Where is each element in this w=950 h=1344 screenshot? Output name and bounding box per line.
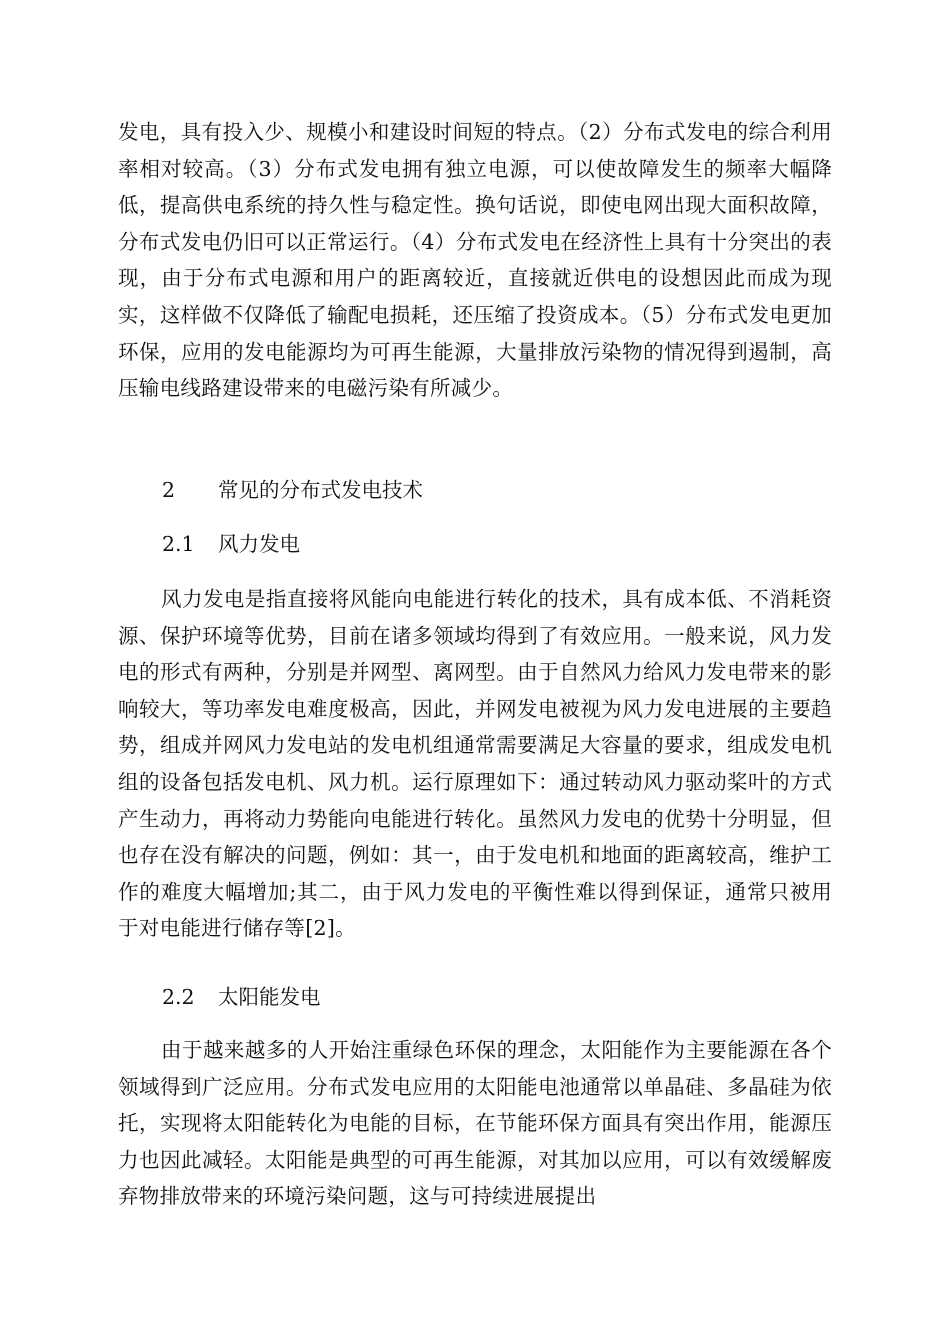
paragraph-wind-power: 风力发电是指直接将风能向电能进行转化的技术，具有成本低、不消耗资源、保护环境等优势，目前在诸多领域均得到了有效应用。一般来说，风力发电的形式有两种，分别是并网型、离网型。由于自然风力给风力发电带来的影响较大，等功率发电难度极高，因此，并网发电被视为风力发电进展的主要趋势，组成并网风力发电站的发电机组通常需要满足大容量的要求，组成发电机组的设备包括发电机、风力机。运行原理如下：通过转动风力驱动桨叶的方式产生动力，再将动力势能向电能进行转化。虽然风力发电的优势十分明显，但也存在没有解决的问题，例如：其一，由于发电机和地面的距离较高，维护工作的难度大幅增加;其二，由于风力发电的平衡性难以得到保证，通常只被用于对电能进行储存等[2]。 [118,587,832,941]
section-heading-2-1 [162,526,300,562]
paragraph-distributed-generation-features: 发电，具有投入少、规模小和建设时间短的特点。（2）分布式发电的综合利用率相对较高。（3）分布式发电拥有独立电源，可以使故障发生的频率大幅降低，提高供电系统的持久性与稳定性。换句话说，即使电网出现大面积故障，分布式发电仍旧可以正常运行。（4）分布式发电在经济性上具有十分突出的表现，由于分布式电源和用户的距离较近，直接就近供电的设想因此而成为现实，这样做不仅降低了输配电损耗，还压缩了投资成本。（5）分布式发电更加环保，应用的发电能源均为可再生能源，大量排放污染物的情况得到遏制，高压输电线路建设带来的电磁污染有所减少。 [118,120,832,401]
section-heading-2-2 [162,979,321,1015]
section-title: 常见的分布式发电技术 [218,478,423,502]
section-number: 2 [162,478,176,502]
section-title: 太阳能发电 [218,985,321,1009]
section-number: 2.2 [162,985,195,1009]
section-number: 2.1 [162,532,195,556]
section-heading-2 [162,472,423,508]
section-title: 风力发电 [218,532,300,556]
paragraph-solar-power: 由于越来越多的人开始注重绿色环保的理念，太阳能作为主要能源在各个领域得到广泛应用。分布式发电应用的太阳能电池通常以单晶硅、多晶硅为依托，实现将太阳能转化为电能的目标，在节能环保方面具有突出作用，能源压力也因此减轻。太阳能是典型的可再生能源，对其加以应用，可以有效缓解废弃物排放带来的环境污染问题，这与可持续进展提出 [118,1038,832,1209]
